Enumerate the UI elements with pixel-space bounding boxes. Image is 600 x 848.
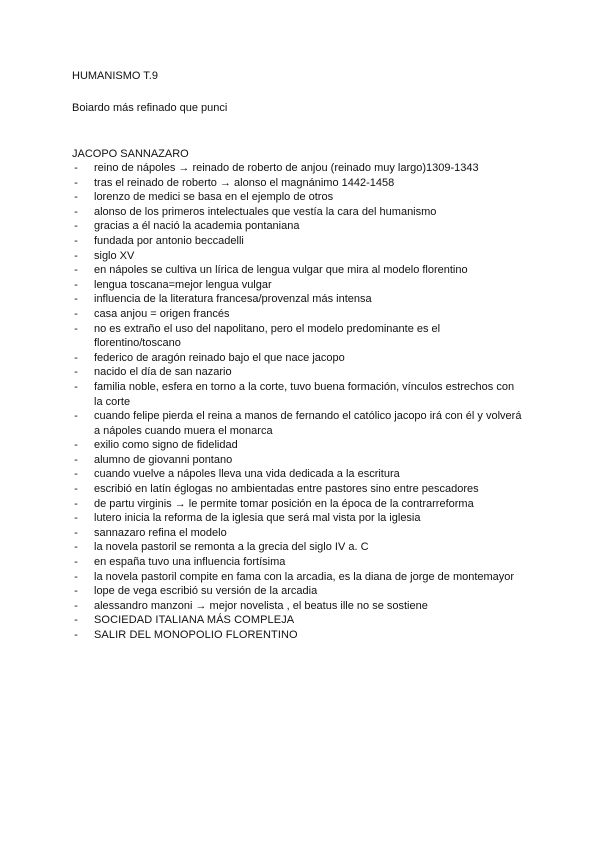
list-item — [72, 453, 522, 468]
list-item-text: influencia de la literatura francesa/provenzal más intensa — [94, 293, 372, 306]
list-item — [72, 234, 522, 249]
list-item — [72, 190, 522, 205]
bullet-dash: - — [74, 512, 78, 525]
list-item-text: tras el reinado de roberto → alonso el magnánimo 1442-1458 — [94, 176, 395, 189]
list-item-text: escribió en latín églogas no ambientadas entre pastores sino entre pescadores — [94, 483, 479, 496]
list-item — [72, 526, 522, 541]
list-item — [72, 322, 522, 351]
bullet-dash: - — [74, 176, 78, 189]
list-item-text: la novela pastoril se remonta a la grecia del siglo IV a. C — [94, 541, 369, 554]
list-item — [72, 365, 522, 380]
list-item-text: la novela pastoril compite en fama con la arcadia, es la diana de jorge de montemayor — [94, 570, 515, 583]
list-item-text: lope de vega escribió su versión de la arcadia — [94, 585, 318, 598]
bullet-dash: - — [74, 556, 78, 569]
list-item-text: nacido el día de san nazario — [94, 366, 232, 379]
document-subtitle: Boiardo más refinado que punci — [72, 102, 228, 114]
list-item — [72, 278, 522, 293]
bullet-dash: - — [74, 307, 78, 320]
list-item — [72, 409, 522, 438]
list-item-text: federico de aragón reinado bajo el que nace jacopo — [94, 351, 345, 364]
bullet-dash: - — [74, 366, 78, 379]
bullet-dash: - — [74, 541, 78, 554]
list-item — [72, 380, 522, 409]
list-item-text: SOCIEDAD ITALIANA MÁS COMPLEJA — [94, 614, 295, 627]
bullet-dash: - — [74, 293, 78, 306]
bullet-dash: - — [74, 497, 78, 510]
list-item-text: casa anjou = origen francés — [94, 307, 230, 320]
bullet-dash: - — [74, 191, 78, 204]
bullet-dash: - — [74, 380, 78, 393]
bullet-dash: - — [74, 468, 78, 481]
list-item-text: fundada por antonio beccadelli — [94, 234, 244, 247]
bullet-dash: - — [74, 453, 78, 466]
list-item — [72, 599, 522, 614]
list-item — [72, 467, 522, 482]
bullet-dash: - — [74, 614, 78, 627]
bullet-dash: - — [74, 526, 78, 539]
list-item-text: familia noble, esfera en torno a la corte, tuvo buena formación, vínculos estrechos con la corte — [94, 380, 515, 408]
section-heading: JACOPO SANNAZARO — [72, 148, 189, 160]
list-item — [72, 292, 522, 307]
list-item — [72, 161, 522, 176]
list-item-text: cuando vuelve a nápoles lleva una vida dedicada a la escritura — [94, 468, 400, 481]
list-item — [72, 249, 522, 264]
list-item — [72, 497, 522, 512]
list-item-text: reino de nápoles → reinado de roberto de anjou (reinado muy largo)1309-1343 — [94, 162, 479, 174]
list-item — [72, 555, 522, 570]
bullet-dash: - — [74, 234, 78, 247]
list-item-text: gracias a él nació la academia pontaniana — [94, 220, 300, 233]
bullet-dash: - — [74, 410, 78, 423]
bullet-dash: - — [74, 570, 78, 583]
list-item — [72, 176, 522, 191]
bullet-dash: - — [74, 249, 78, 262]
list-item — [72, 307, 522, 322]
list-item — [72, 205, 522, 220]
bullet-dash: - — [74, 351, 78, 364]
list-item-text: lengua toscana=mejor lengua vulgar — [94, 278, 272, 291]
list-item — [72, 482, 522, 497]
bullet-dash: - — [74, 483, 78, 496]
bullet-dash: - — [74, 162, 78, 174]
list-item-text: lorenzo de medici se basa en el ejemplo de otros — [94, 191, 334, 204]
list-item-text: sannazaro refina el modelo — [94, 526, 227, 539]
list-item — [72, 570, 522, 585]
document-title: HUMANISMO T.9 — [72, 70, 158, 82]
list-item-text: exilio como signo de fidelidad — [94, 439, 238, 452]
list-item — [72, 511, 522, 526]
list-item-text: SALIR DEL MONOPOLIO FLORENTINO — [94, 629, 298, 641]
list-item-text: en españa tuvo una influencia fortísima — [94, 556, 286, 569]
list-item — [72, 219, 522, 234]
list-item-text: siglo XV — [94, 249, 135, 262]
list-item — [72, 613, 522, 628]
list-item — [72, 263, 522, 278]
list-item-text: alonso de los primeros intelectuales que vestía la cara del humanismo — [94, 205, 437, 218]
list-item — [72, 628, 522, 643]
bullet-dash: - — [74, 599, 78, 612]
list-item-text: alessandro manzoni → mejor novelista , el beatus ille no se sostiene — [94, 599, 428, 612]
list-item — [72, 540, 522, 555]
list-item — [72, 351, 522, 366]
list-item — [72, 584, 522, 599]
list-item-text: de partu virginis → le permite tomar posición en la época de la contrarreforma — [94, 497, 474, 510]
list-item-text: no es extraño el uso del napolitano, pero el modelo predominante es el florentino/toscano — [94, 322, 441, 350]
list-item — [72, 438, 522, 453]
bullet-dash: - — [74, 278, 78, 291]
bullet-dash: - — [74, 629, 78, 641]
list-item-text: cuando felipe pierda el reina a manos de fernando el católico jacopo irá con él y volverá a nápoles cuando muera el monarca — [94, 410, 522, 437]
bullet-dash: - — [74, 585, 78, 598]
list-item-text: alumno de giovanni pontano — [94, 453, 233, 466]
bullet-dash: - — [74, 439, 78, 452]
bullet-dash: - — [74, 220, 78, 233]
list-item-text: en nápoles se cultiva un lírica de lengua vulgar que mira al modelo florentino — [94, 264, 468, 277]
bullet-dash: - — [74, 264, 78, 277]
bullet-dash: - — [74, 205, 78, 218]
notes-list — [72, 161, 522, 643]
list-item-text: lutero inicia la reforma de la iglesia que será mal vista por la iglesia — [94, 512, 421, 525]
bullet-dash: - — [74, 322, 78, 335]
